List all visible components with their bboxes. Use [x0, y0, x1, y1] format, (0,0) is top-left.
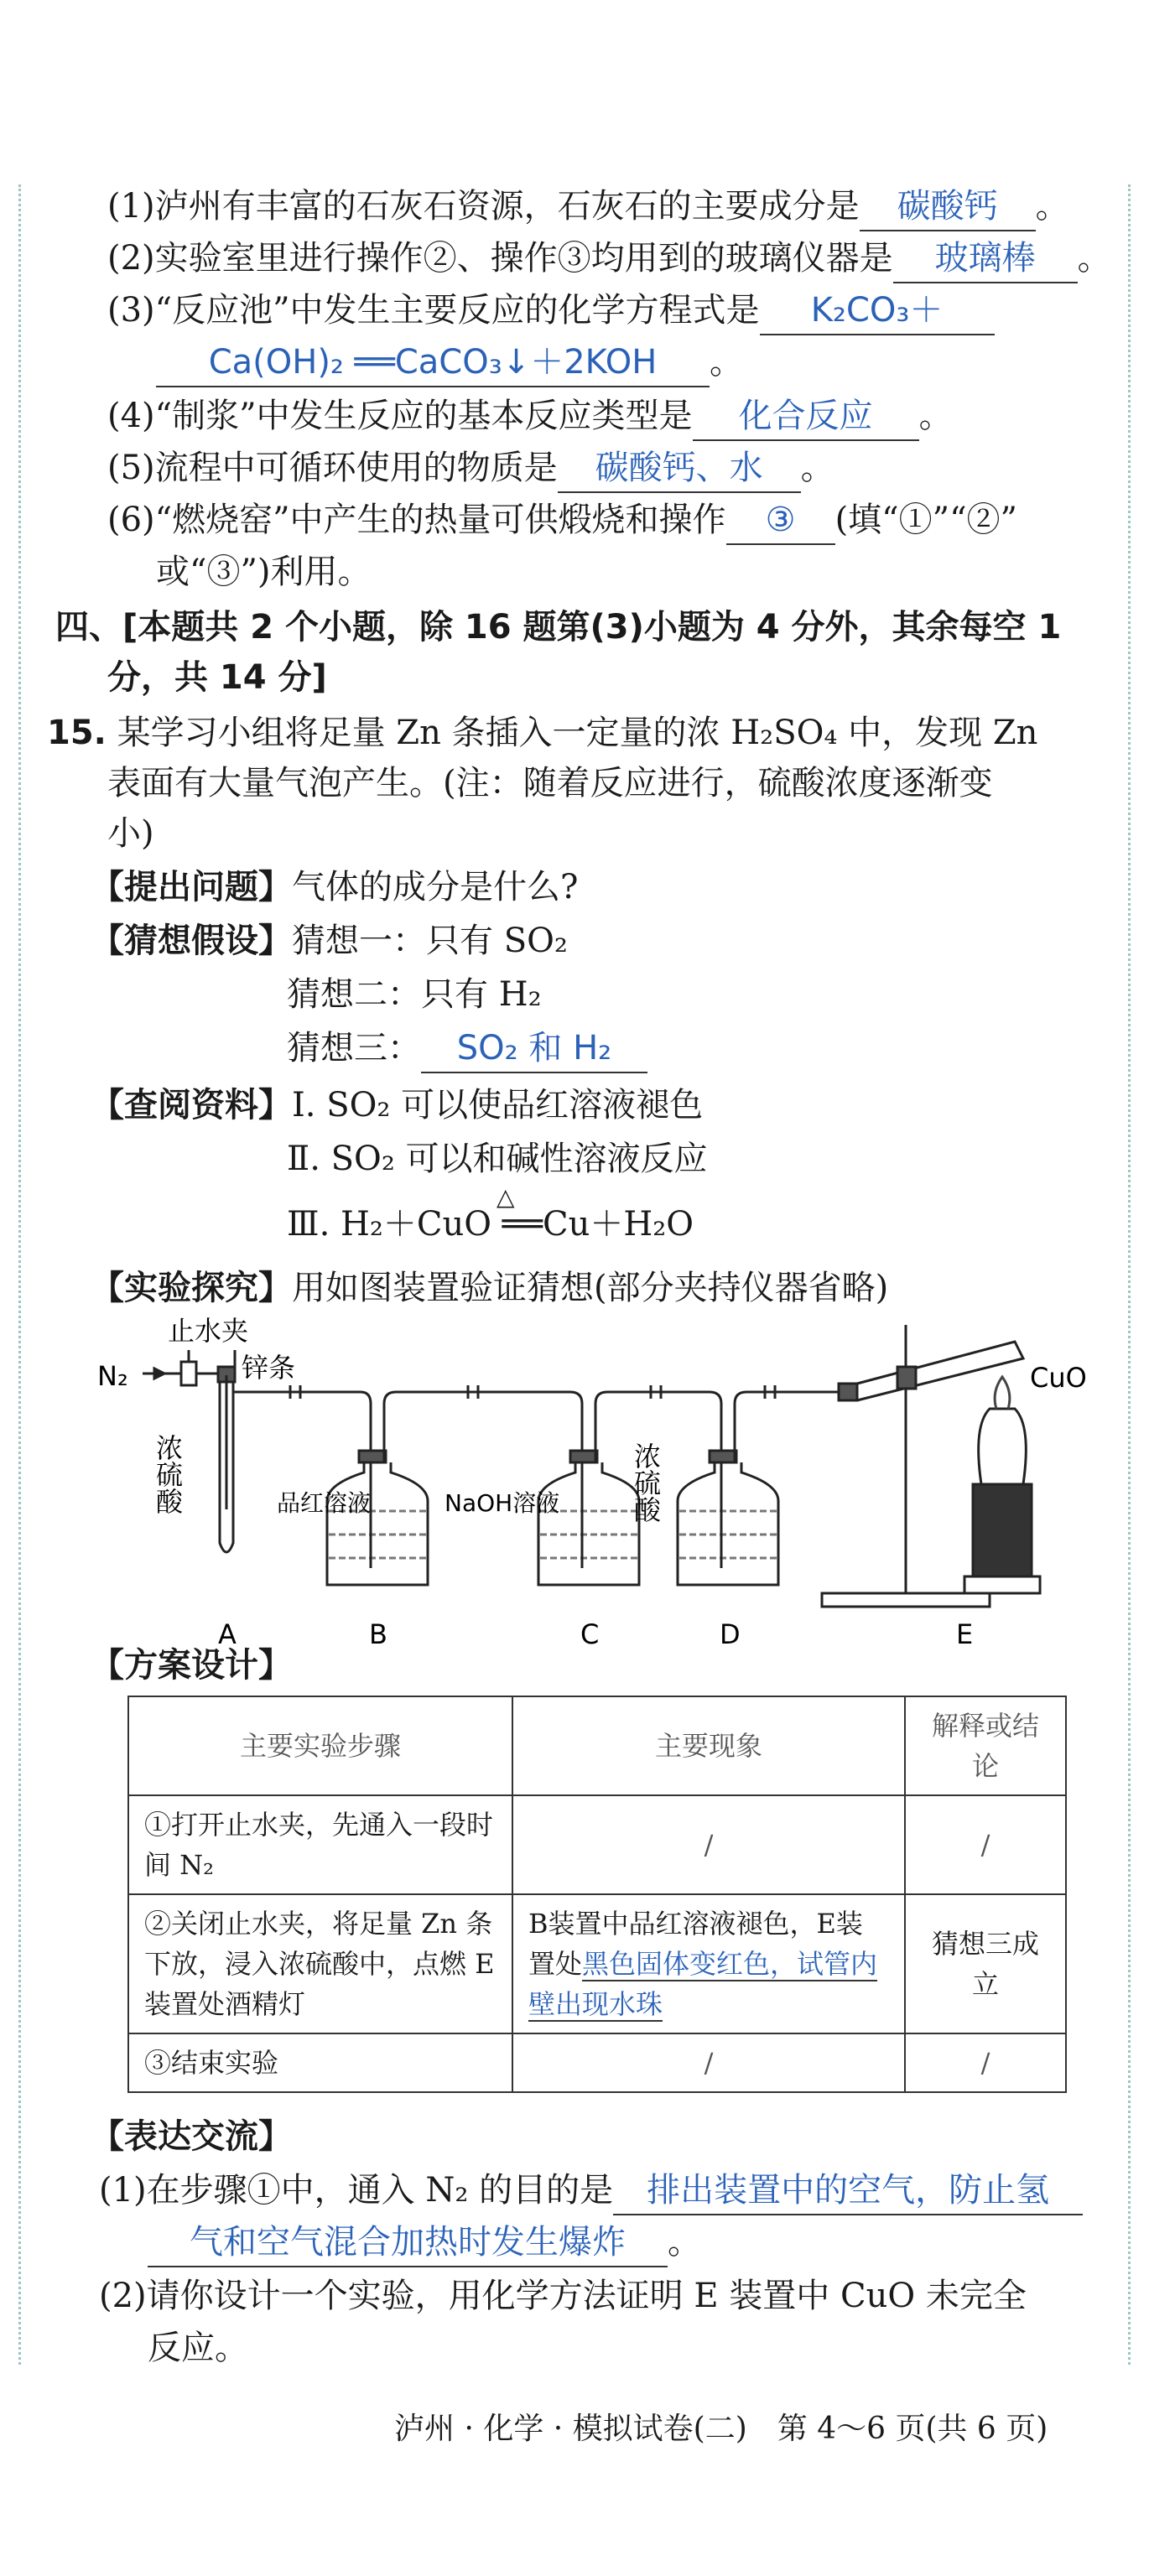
apparatus-label-d: D: [720, 1618, 741, 1650]
q14-part6: (6)“燃烧窑”中产生的热量可供煅烧和操作 ③ (填“①”“②”: [107, 496, 1017, 545]
apparatus-label-b: B: [369, 1618, 387, 1650]
discussion-q2: (2)请你设计一个实验，用化学方法证明 E 装置中 CuO 未完全: [99, 2277, 1027, 2315]
answer-blank: 碳酸钙、水: [558, 444, 801, 493]
heat-condition: △: [497, 1183, 515, 1211]
answer-blank: 玻璃棒: [893, 235, 1078, 283]
table-cell: B装置中品红溶液褪色，E装置处黑色固体变红色，试管内壁出现水珠: [512, 1894, 905, 2033]
q14-part2: (2)实验室里进行操作②、操作③均用到的玻璃仪器是 玻璃棒 。: [107, 235, 1111, 283]
answer-blank: ③: [726, 496, 835, 545]
q14-part3: (3)“反应池”中发生主要反应的化学方程式是 K₂CO₃＋: [107, 287, 995, 335]
table-row: [128, 2033, 1066, 2092]
table-cell: ③结束实验: [128, 2033, 512, 2092]
table-cell: /: [905, 2033, 1066, 2092]
acid-d-label: 浓硫酸: [630, 1442, 662, 1523]
apparatus-label-e: E: [956, 1618, 974, 1650]
answer-blank: 化合反应: [693, 392, 919, 441]
discussion-q1-cont: 气和空气混合加热时发生爆炸 。: [148, 2219, 701, 2267]
n2-label: N₂: [97, 1360, 128, 1392]
zinc-strip-label: 锌条: [242, 1352, 296, 1384]
q15-intro: 15. 某学习小组将足量 Zn 条插入一定量的浓 H₂SO₄ 中，发现 Zn: [47, 714, 1038, 752]
q14-part4: (4)“制浆”中发生反应的基本反应类型是 化合反应 。: [107, 392, 953, 441]
section-header: 四、[本题共 2 个小题，除 16 题第(3)小题为 4 分外，其余每空 1: [55, 608, 1062, 647]
discussion-q1: (1)在步骤①中，通入 N₂ 的目的是 排出装置中的空气，防止氢: [99, 2167, 1083, 2215]
question-heading: 【提出问题】气体的成分是什么?: [91, 868, 579, 906]
apparatus-label-c: C: [580, 1618, 600, 1650]
naoh-label: NaOH溶液: [445, 1489, 560, 1517]
answer-blank: 碳酸钙: [860, 183, 1036, 231]
answer-blank: 排出装置中的空气，防止氢: [613, 2167, 1083, 2215]
page-footer: 泸州 · 化学 · 模拟试卷(二) 第 4～6 页(共 6 页): [394, 2412, 1048, 2446]
q15-intro-line3: 小): [107, 814, 154, 853]
apparatus-diagram: [84, 1317, 1124, 1660]
cuo-label: CuO: [1030, 1362, 1087, 1394]
plan-table: [127, 1696, 1067, 2093]
reference-heading: 【查阅资料】Ⅰ. SO₂ 可以使品红溶液褪色: [91, 1086, 704, 1124]
plan-heading: 【方案设计】: [91, 1646, 292, 1685]
table-cell: /: [905, 1795, 1066, 1894]
apparatus-label-a: A: [218, 1618, 237, 1650]
experiment-heading: 【实验探究】用如图装置验证猜想(部分夹持仪器省略): [91, 1269, 889, 1307]
table-header: 解释或结论: [905, 1696, 1066, 1795]
q14-part1: (1)泸州有丰富的石灰石资源，石灰石的主要成分是 碳酸钙 。: [107, 183, 1069, 231]
answer-blank: 黑色固体变红色，试管内壁出现水珠: [528, 1948, 878, 2020]
table-header: 主要现象: [512, 1696, 905, 1795]
hypothesis-heading: 【猜想假设】猜想一：只有 SO₂: [91, 922, 568, 960]
q14-part6-cont: 或“③”)利用。: [156, 553, 372, 591]
answer-blank: Ca(OH)₂ ══CaCO₃↓＋2KOH: [156, 339, 710, 387]
q14-part3-cont: Ca(OH)₂ ══CaCO₃↓＋2KOH 。: [156, 339, 743, 387]
table-cell: /: [512, 1795, 905, 1894]
table-cell: 猜想三成立: [905, 1894, 1066, 2033]
table-cell: ①打开止水夹，先通入一段时间 N₂: [128, 1795, 512, 1894]
reference-3: Ⅲ. H₂＋CuO ══Cu＋H₂O: [287, 1205, 694, 1244]
pinhong-label: 品红溶液: [277, 1489, 372, 1517]
answer-blank: 气和空气混合加热时发生爆炸: [148, 2219, 668, 2267]
acid-a-label: 浓硫酸: [152, 1434, 184, 1514]
q14-part5: (5)流程中可循环使用的物质是 碳酸钙、水 。: [107, 444, 834, 493]
section-header-cont: 分，共 14 分]: [107, 658, 327, 697]
discussion-q2-cont: 反应。: [148, 2329, 248, 2367]
table-cell: ②关闭止水夹，将足量 Zn 条下放，浸入浓硫酸中，点燃 E 装置处酒精灯: [128, 1894, 512, 2033]
table-header-row: [128, 1696, 1066, 1795]
reference-2: Ⅱ. SO₂ 可以和碱性溶液反应: [287, 1140, 708, 1178]
answer-blank: SO₂ 和 H₂: [421, 1025, 647, 1073]
table-row: [128, 1894, 1066, 2033]
table-header: 主要实验步骤: [128, 1696, 512, 1795]
hypothesis-2: 猜想二：只有 H₂: [287, 975, 542, 1014]
answer-blank: K₂CO₃＋: [760, 287, 995, 335]
table-row: [128, 1795, 1066, 1894]
q15-intro-line2: 表面有大量气泡产生。(注：随着反应进行，硫酸浓度逐渐变: [107, 764, 993, 802]
right-margin-dots: [1128, 184, 1131, 2365]
table-cell: /: [512, 2033, 905, 2092]
clamp-label: 止水夹: [168, 1317, 249, 1347]
discussion-heading: 【表达交流】: [91, 2117, 292, 2156]
hypothesis-3: 猜想三： SO₂ 和 H₂: [287, 1025, 647, 1073]
left-margin-dots: [18, 184, 21, 2365]
